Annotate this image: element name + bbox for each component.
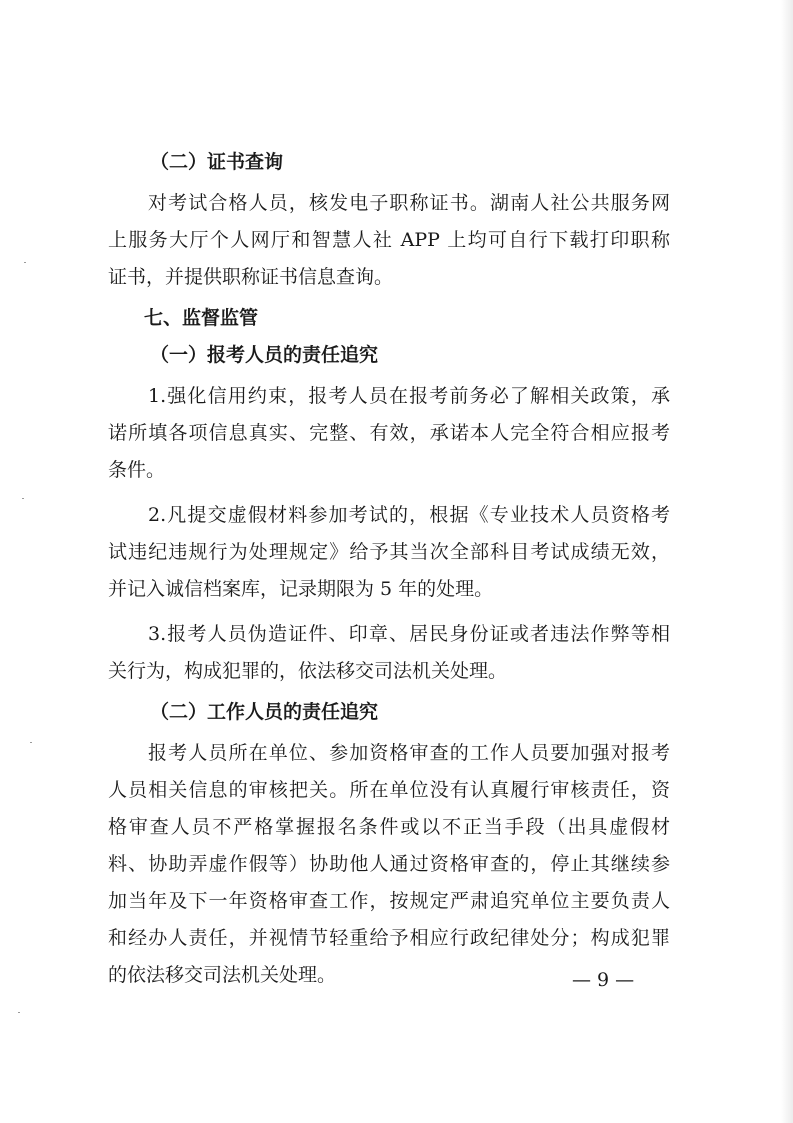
paragraph-line: 关行为，构成犯罪的，依法移交司法机关处理。 bbox=[108, 660, 508, 682]
paragraph-line: 对考试合格人员，核发电子职称证书。湖南人社公共服务网 bbox=[148, 192, 670, 214]
paragraph-line: 格审查人员不严格掌握报名条件或以不正当手段（出具虚假材 bbox=[108, 816, 670, 838]
page-number: — 9 — bbox=[572, 969, 635, 991]
section-heading: 七、监督监管 bbox=[144, 307, 259, 329]
paragraph-line: 2.凡提交虚假材料参加考试的，根据《专业技术人员资格考 bbox=[148, 504, 670, 526]
document-body bbox=[108, 148, 670, 1002]
scan-edge-shadow bbox=[781, 0, 793, 1123]
paragraph-line: 人员相关信息的审核把关。所在单位没有认真履行审核责任，资 bbox=[108, 779, 670, 801]
paragraph-line: 诺所填各项信息真实、完整、有效，承诺本人完全符合相应报考 bbox=[108, 422, 670, 444]
scan-speck bbox=[24, 262, 26, 263]
paragraph-line: 和经办人责任，并视情节轻重给予相应行政纪律处分；构成犯罪 bbox=[108, 927, 670, 949]
subsection-heading: （二）证书查询 bbox=[150, 151, 284, 173]
subsection-heading: （二）工作人员的责任追究 bbox=[150, 701, 379, 723]
paragraph-line: 3.报考人员伪造证件、印章、居民身份证或者违法作弊等相 bbox=[148, 623, 670, 645]
paragraph-line: 料、协助弄虚作假等）协助他人通过资格审查的，停止其继续参 bbox=[108, 853, 670, 875]
scan-speck bbox=[18, 1012, 20, 1013]
scan-speck bbox=[22, 498, 24, 499]
paragraph-line: 1.强化信用约束，报考人员在报考前务必了解相关政策，承 bbox=[148, 385, 670, 407]
paragraph bbox=[108, 185, 670, 296]
paragraph-line: 并记入诚信档案库，记录期限为 5 年的处理。 bbox=[108, 578, 494, 600]
subsection-heading: （一）报考人员的责任追究 bbox=[150, 344, 379, 366]
paragraph-line: 上服务大厅个人网厅和智慧人社 APP 上均可自行下载打印职称 bbox=[108, 229, 670, 251]
paragraph bbox=[108, 497, 670, 608]
paragraph bbox=[108, 735, 670, 994]
paragraph-line: 条件。 bbox=[108, 459, 166, 481]
paragraph-line: 的依法移交司法机关处理。 bbox=[108, 964, 337, 986]
paragraph-line: 证书，并提供职称证书信息查询。 bbox=[108, 266, 394, 288]
paragraph-line: 报考人员所在单位、参加资格审查的工作人员要加强对报考 bbox=[148, 742, 670, 764]
paragraph bbox=[108, 616, 670, 690]
paragraph-line: 加当年及下一年资格审查工作，按规定严肃追究单位主要负责人 bbox=[108, 890, 670, 912]
scan-speck bbox=[30, 742, 32, 743]
paragraph bbox=[108, 378, 670, 489]
paragraph-line: 试违纪违规行为处理规定》给予其当次全部科目考试成绩无效， bbox=[108, 541, 670, 563]
